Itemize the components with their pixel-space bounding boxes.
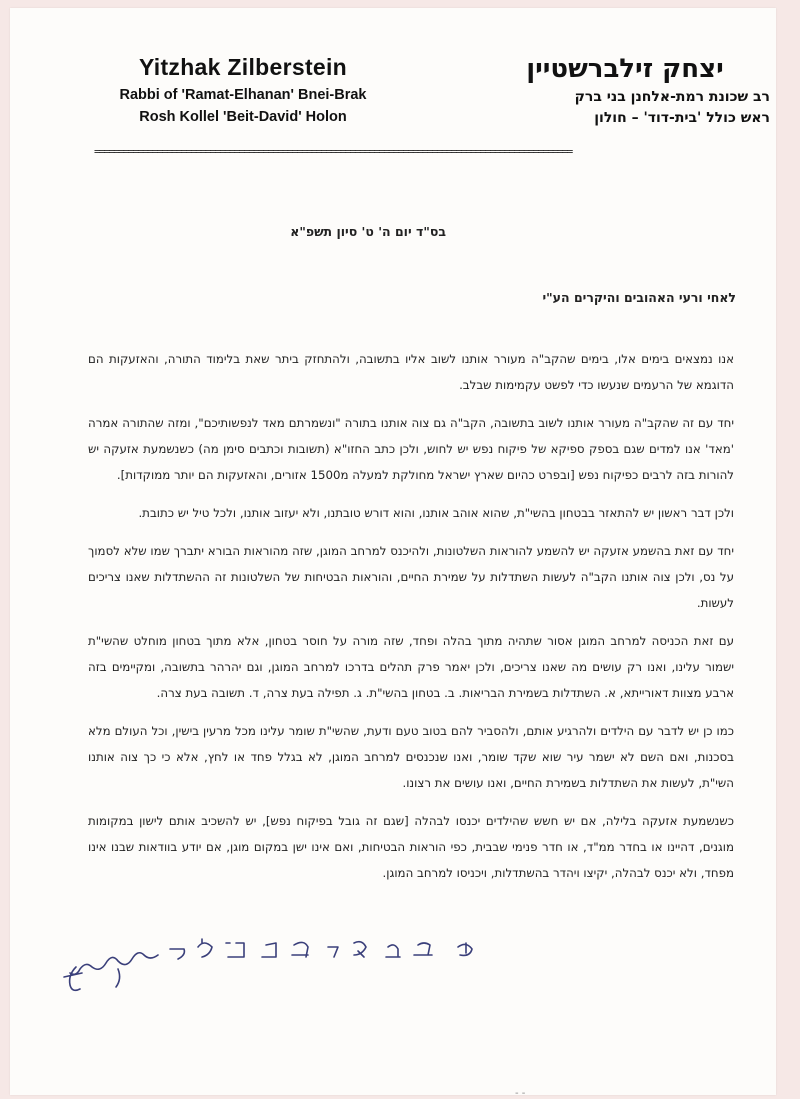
letterhead-hebrew <box>480 54 770 126</box>
kollel-title-hebrew: ראש כולל 'בית-דוד' – חולון <box>594 110 770 126</box>
letter-greeting: לאחי ורעי האהובים והיקרים הע"י <box>542 290 736 305</box>
rabbi-name-english: Yitzhak Zilberstein <box>138 54 348 80</box>
paragraph: יחד עם זאת בהשמע אזעקה יש להשמע להוראות השלטונות, ולהיכנס למרחב המוגן, שזה מהוראות הבורא יתברך שמו שלא לסמוך על נס, ולכן צוה אותנו הקב"ה לעשות השתדלות על שמירת החיים, והוראות הבטיחות של השלטונות זה ההשתדלות שאנו צריכים לעשות. <box>88 544 734 610</box>
paragraph: עם זאת הכניסה למרחב המוגן אסור שתהיה מתוך בהלה ופחד, שזה מורה על חוסר בטחון, אלא מתוך בטחון מוחלט שהשי"ת ישמור עלינו, ואנו רק עושים מה שאנו צריכים, ולכן יאמר פרק תהלים בדרכו למרחב המוגן, וגם יהרהר בתשובה, ומקיימים בזה ארבע מצוות דאורייתא, א. השתדלות בשמירת הבריאות. ב. בטחון בהשי"ת. ג. תפילה בעת צרה, ד. תשובה בעת צרה. <box>88 634 734 700</box>
letter-body <box>88 346 734 898</box>
paragraph: אנו נמצאים בימים אלו, בימים שהקב"ה מעורר אותנו לשוב אליו בתשובה, ולהתחזק ביתר שאת בלימוד התורה, והאזעקות הם הדוגמא של הרעמים שנעשו כדי לפשט עקמימות שבלב. <box>88 352 734 392</box>
letter-page <box>10 8 776 1099</box>
letter-date: בס"ד יום ה' ט' סיון תשפ"א <box>290 224 446 239</box>
paragraph: כמו כן יש לדבר עם הילדים ולהרגיע אותם, ולהסביר להם בטוב טעם ודעת, שהשי"ת שומר עלינו מכל מרעין בישין, וכל העולם מלא בסכנות, ואם השם לא ישמר עיר שוא שקד שומר, ואנו שנכנסים למרחב המוגן, לא בגלל פחד או לחץ, אלא כי כך צוה אותנו השי"ת, לעשות את השתדלות בשמירת החיים, ואנו עושים את רצונו. <box>88 724 734 790</box>
page-footer-mark: - - <box>515 1088 526 1099</box>
handwritten-signature <box>58 933 488 1003</box>
paragraph: ולכן דבר ראשון יש להתאזר בבטחון בהשי"ת, שהוא אוהב אותנו, והוא דורש טובתנו, ולא יעזוב אותנו, ולכל טיל יש כתובת. <box>138 506 734 520</box>
paragraph: כשנשמעת אזעקה בלילה, אם יש חשש שהילדים יכנסו לבהלה [שגם זה גובל בפיקוח נפש], יש להשכיב אותם לישון במקומות מוגנים, דהיינו או בחדר ממ"ד, או חדר פנימי שבבית, כפי הוראות הבטיחות, ואם אינו ישן במקום מוגן, אם יודע בוודאות שבנו אינו מפחד, ולא יכנס לבהלה, יקיצו ויהדר בהשתדלות, ויכניסו למרחב המוגן. <box>88 814 734 880</box>
rabbi-title-hebrew: רב שכונת רמת-אלחנן בני ברק <box>574 89 770 105</box>
rabbi-title-english: Rabbi of 'Ramat-Elhanan' Bnei-Brak <box>119 87 367 103</box>
rabbi-name-hebrew: יצחק זילברשטיין <box>526 54 724 84</box>
header-divider: =================================================================================================== <box>94 147 572 157</box>
kollel-title-english: Rosh Kollel 'Beit-David' Holon <box>139 109 347 125</box>
letterhead-english <box>118 54 368 125</box>
paragraph: יחד עם זה שהקב"ה מעורר אותנו לשוב בתשובה, הקב"ה גם צוה אותנו בתורה "ונשמרתם מאד לנפשותיכם", ומזה שהתורה אמרה 'מאד' אנו למדים שגם בספק ספיקא של פיקוח נפש יש לחוש, ולכן כתב החזו"א (תשובות וכתבים סימן מה) כשנשמעת אזעקה יש להורות בזה לרבים כפיקוח נפש [ובפרט כהיום שארץ ישראל מחולקת למעלה מ1500 אזורים, והאזעקות הם יותר ממוקדות]. <box>88 416 734 482</box>
